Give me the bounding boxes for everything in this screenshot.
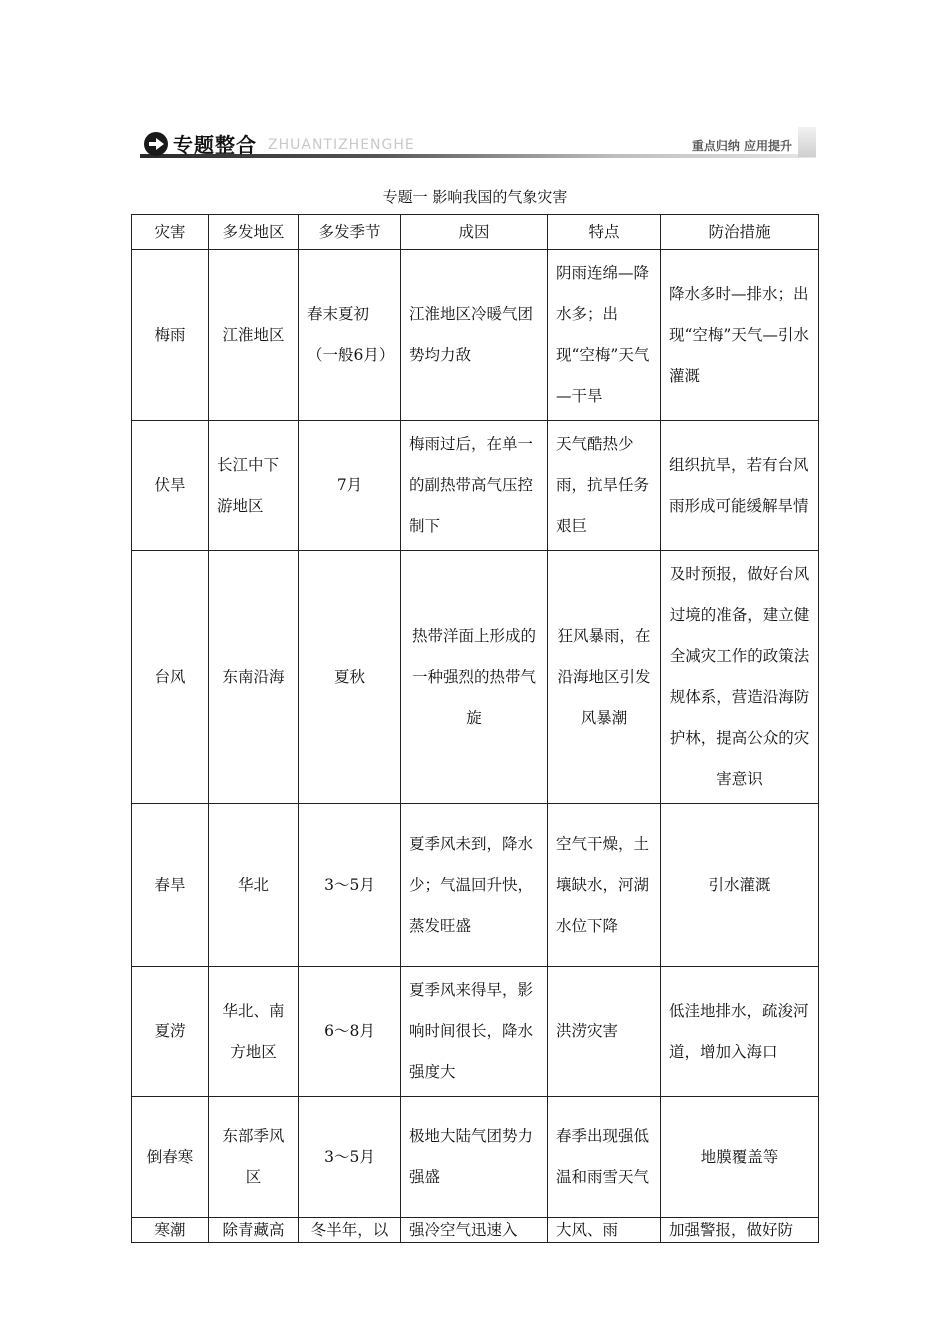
header-prevention: 防治措施	[661, 215, 819, 250]
banner-corner-decoration	[798, 127, 816, 157]
cell-season: 冬半年，以	[299, 1218, 401, 1243]
cell-feature: 大风、雨	[548, 1218, 661, 1243]
cell-season: 6～8月	[299, 967, 401, 1097]
cell-disaster: 春旱	[132, 804, 209, 967]
cell-cause: 夏季风来得早，影响时间很长，降水强度大	[401, 967, 548, 1097]
cell-cause: 梅雨过后，在单一的副热带高气压控制下	[401, 421, 548, 551]
cell-region: 华北	[209, 804, 299, 967]
table-row	[132, 967, 819, 1097]
table-row	[132, 1097, 819, 1218]
topic-caption: 专题一 影响我国的气象灾害	[382, 188, 568, 206]
table-row	[132, 1218, 819, 1243]
cell-disaster: 台风	[132, 551, 209, 804]
cell-feature: 天气酷热少雨，抗旱任务艰巨	[548, 421, 661, 551]
cell-feature: 空气干燥，土壤缺水，河湖水位下降	[548, 804, 661, 967]
cell-region: 东南沿海	[209, 551, 299, 804]
section-banner	[140, 127, 816, 159]
arrow-right-icon	[144, 132, 168, 156]
cell-disaster: 梅雨	[132, 250, 209, 421]
cell-region: 长江中下游地区	[209, 421, 299, 551]
cell-season: 7月	[299, 421, 401, 551]
cell-feature: 阴雨连绵—降水多；出现“空梅”天气—干旱	[548, 250, 661, 421]
cell-season: 夏秋	[299, 551, 401, 804]
cell-prevention: 地膜覆盖等	[661, 1097, 819, 1218]
disaster-table	[131, 214, 819, 1243]
table-header-row	[132, 215, 819, 250]
cell-region: 江淮地区	[209, 250, 299, 421]
cell-disaster: 伏旱	[132, 421, 209, 551]
cell-cause: 强冷空气迅速入	[401, 1218, 548, 1243]
cell-feature: 春季出现强低温和雨雪天气	[548, 1097, 661, 1218]
cell-region: 除青藏高	[209, 1218, 299, 1243]
cell-disaster: 寒潮	[132, 1218, 209, 1243]
cell-disaster: 倒春寒	[132, 1097, 209, 1218]
table-row	[132, 250, 819, 421]
cell-region: 华北、南方地区	[209, 967, 299, 1097]
cell-feature: 狂风暴雨，在沿海地区引发风暴潮	[548, 551, 661, 804]
cell-region: 东部季风区	[209, 1097, 299, 1218]
cell-season: 春末夏初（一般6月）	[299, 250, 401, 421]
header-cause: 成因	[401, 215, 548, 250]
cell-feature: 洪涝灾害	[548, 967, 661, 1097]
header-season: 多发季节	[299, 215, 401, 250]
cell-cause: 极地大陆气团势力强盛	[401, 1097, 548, 1218]
cell-prevention: 组织抗旱，若有台风雨形成可能缓解旱情	[661, 421, 819, 551]
cell-prevention: 低洼地排水，疏浚河道，增加入海口	[661, 967, 819, 1097]
cell-disaster: 夏涝	[132, 967, 209, 1097]
cell-cause: 热带洋面上形成的一种强烈的热带气旋	[401, 551, 548, 804]
table-row	[132, 804, 819, 967]
table-row	[132, 551, 819, 804]
cell-cause: 江淮地区冷暖气团势均力敌	[401, 250, 548, 421]
cell-cause: 夏季风未到，降水少；气温回升快，蒸发旺盛	[401, 804, 548, 967]
header-feature: 特点	[548, 215, 661, 250]
cell-prevention: 加强警报，做好防	[661, 1218, 819, 1243]
header-disaster: 灾害	[132, 215, 209, 250]
banner-subtitle: 重点归纳 应用提升	[691, 139, 792, 153]
cell-season: 3～5月	[299, 804, 401, 967]
banner-pinyin: ZHUANTIZHENGHE	[268, 137, 415, 153]
banner-title: 专题整合	[173, 133, 257, 157]
table-row	[132, 421, 819, 551]
cell-prevention: 引水灌溉	[661, 804, 819, 967]
header-region: 多发地区	[209, 215, 299, 250]
cell-prevention: 及时预报，做好台风过境的准备，建立健全减灾工作的政策法规体系，营造沿海防护林，提高公众的灾害意识	[661, 551, 819, 804]
cell-season: 3～5月	[299, 1097, 401, 1218]
cell-prevention: 降水多时—排水；出现“空梅”天气—引水灌溉	[661, 250, 819, 421]
